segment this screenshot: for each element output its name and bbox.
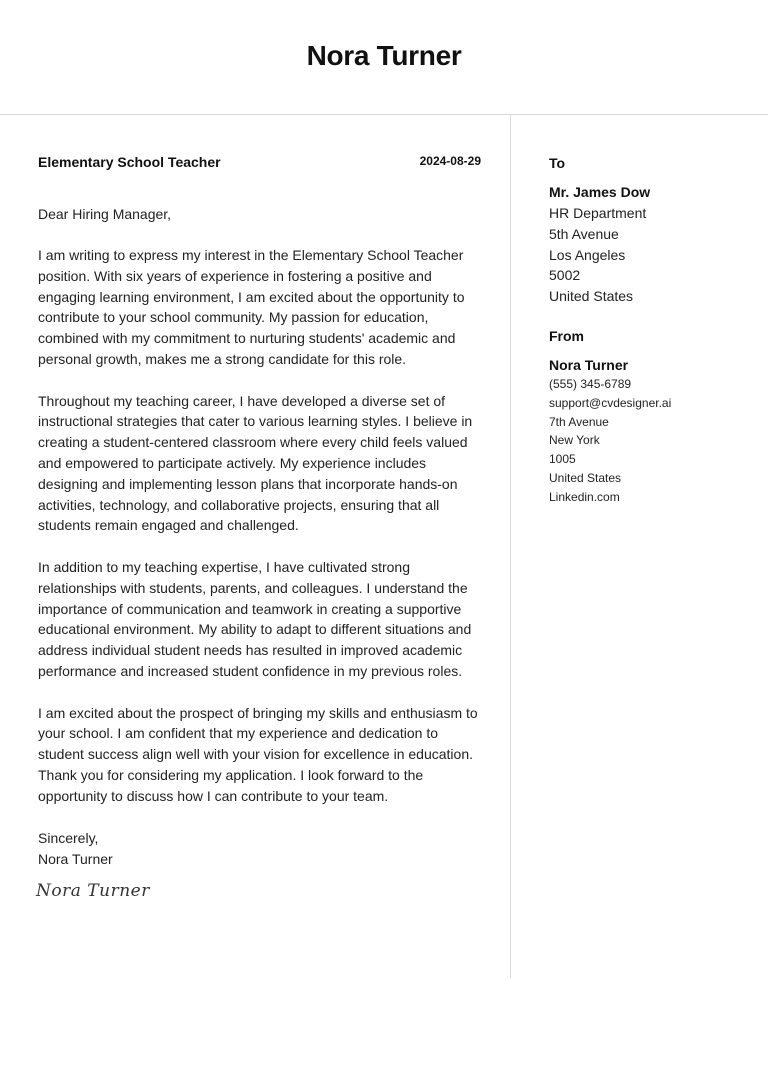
sender-phone: (555) 345-6789 — [549, 377, 632, 391]
sender-email: support@cvdesigner.ai — [549, 395, 672, 410]
sender-name: Nora Turner — [549, 357, 629, 373]
column-divider — [510, 115, 511, 978]
salutation: Dear Hiring Manager, — [38, 206, 172, 222]
sender-city: New York — [549, 433, 600, 448]
letter-header — [0, 0, 768, 115]
recipient-city: Los Angeles — [549, 246, 626, 263]
closing-name: Nora Turner — [38, 850, 113, 867]
body-paragraph: In addition to my teaching expertise, I have cultivated strong relationships with students, parents, and colleagues. I understand the importance of communication and teamwork in creating a supportive educational environment. My ability to adapt to different situations and address individual student needs has resulted in improved academic performance and increased student confidence in my previous roles. — [38, 558, 472, 679]
body-paragraph: I am excited about the prospect of bringing my skills and enthusiasm to your school. I am confident that my experience and dedication to student success align well with your vision for excellence in education. Thank you for considering my application. I look forward to the opportunity to discuss how I can contribute to your team. — [38, 704, 478, 804]
recipient-street: 5th Avenue — [549, 225, 619, 242]
recipient-zip: 5002 — [549, 267, 581, 284]
recipient-address — [549, 203, 646, 307]
sender-zip: 1005 — [549, 452, 576, 467]
applicant-name-heading: Nora Turner — [306, 40, 462, 71]
job-title: Elementary School Teacher — [38, 154, 221, 170]
body-paragraph: I am writing to express my interest in the Elementary School Teacher position. With six years of experience in fostering a positive and engaging learning environment, I am excited about the opportunity to contribute to your school community. My passion for education, combined with my commitment to nurturing students' academic and personal growth, makes me a strong candidate for this role. — [38, 247, 465, 367]
closing-phrase: Sincerely, — [38, 830, 99, 846]
recipient-name: Mr. James Dow — [549, 184, 651, 200]
body-paragraph: Throughout my teaching career, I have developed a diverse set of instructional strategies that cater to various learning styles. I believe in creating a student-centered classroom where every child feels valued and empowered to participate actively. My experience includes designing and implementing lesson plans that incorporate hands-on activities, technology, and collaborative projects, ensuring that all students remain engaged and challenged. — [38, 392, 473, 534]
sender-contact — [549, 375, 671, 507]
sender-street: 7th Avenue — [549, 414, 609, 429]
handwritten-signature: Nora Turner — [36, 881, 150, 901]
recipient-label: To — [549, 155, 566, 171]
recipient-country: United States — [549, 288, 634, 305]
sender-website: Linkedin.com — [549, 489, 620, 504]
recipient-department: HR Department — [549, 205, 647, 221]
letter-body — [38, 245, 481, 827]
letter-date: 2024-08-29 — [419, 154, 481, 168]
sender-country: United States — [549, 470, 622, 485]
closing-block — [38, 828, 113, 870]
sender-label: From — [549, 328, 584, 344]
